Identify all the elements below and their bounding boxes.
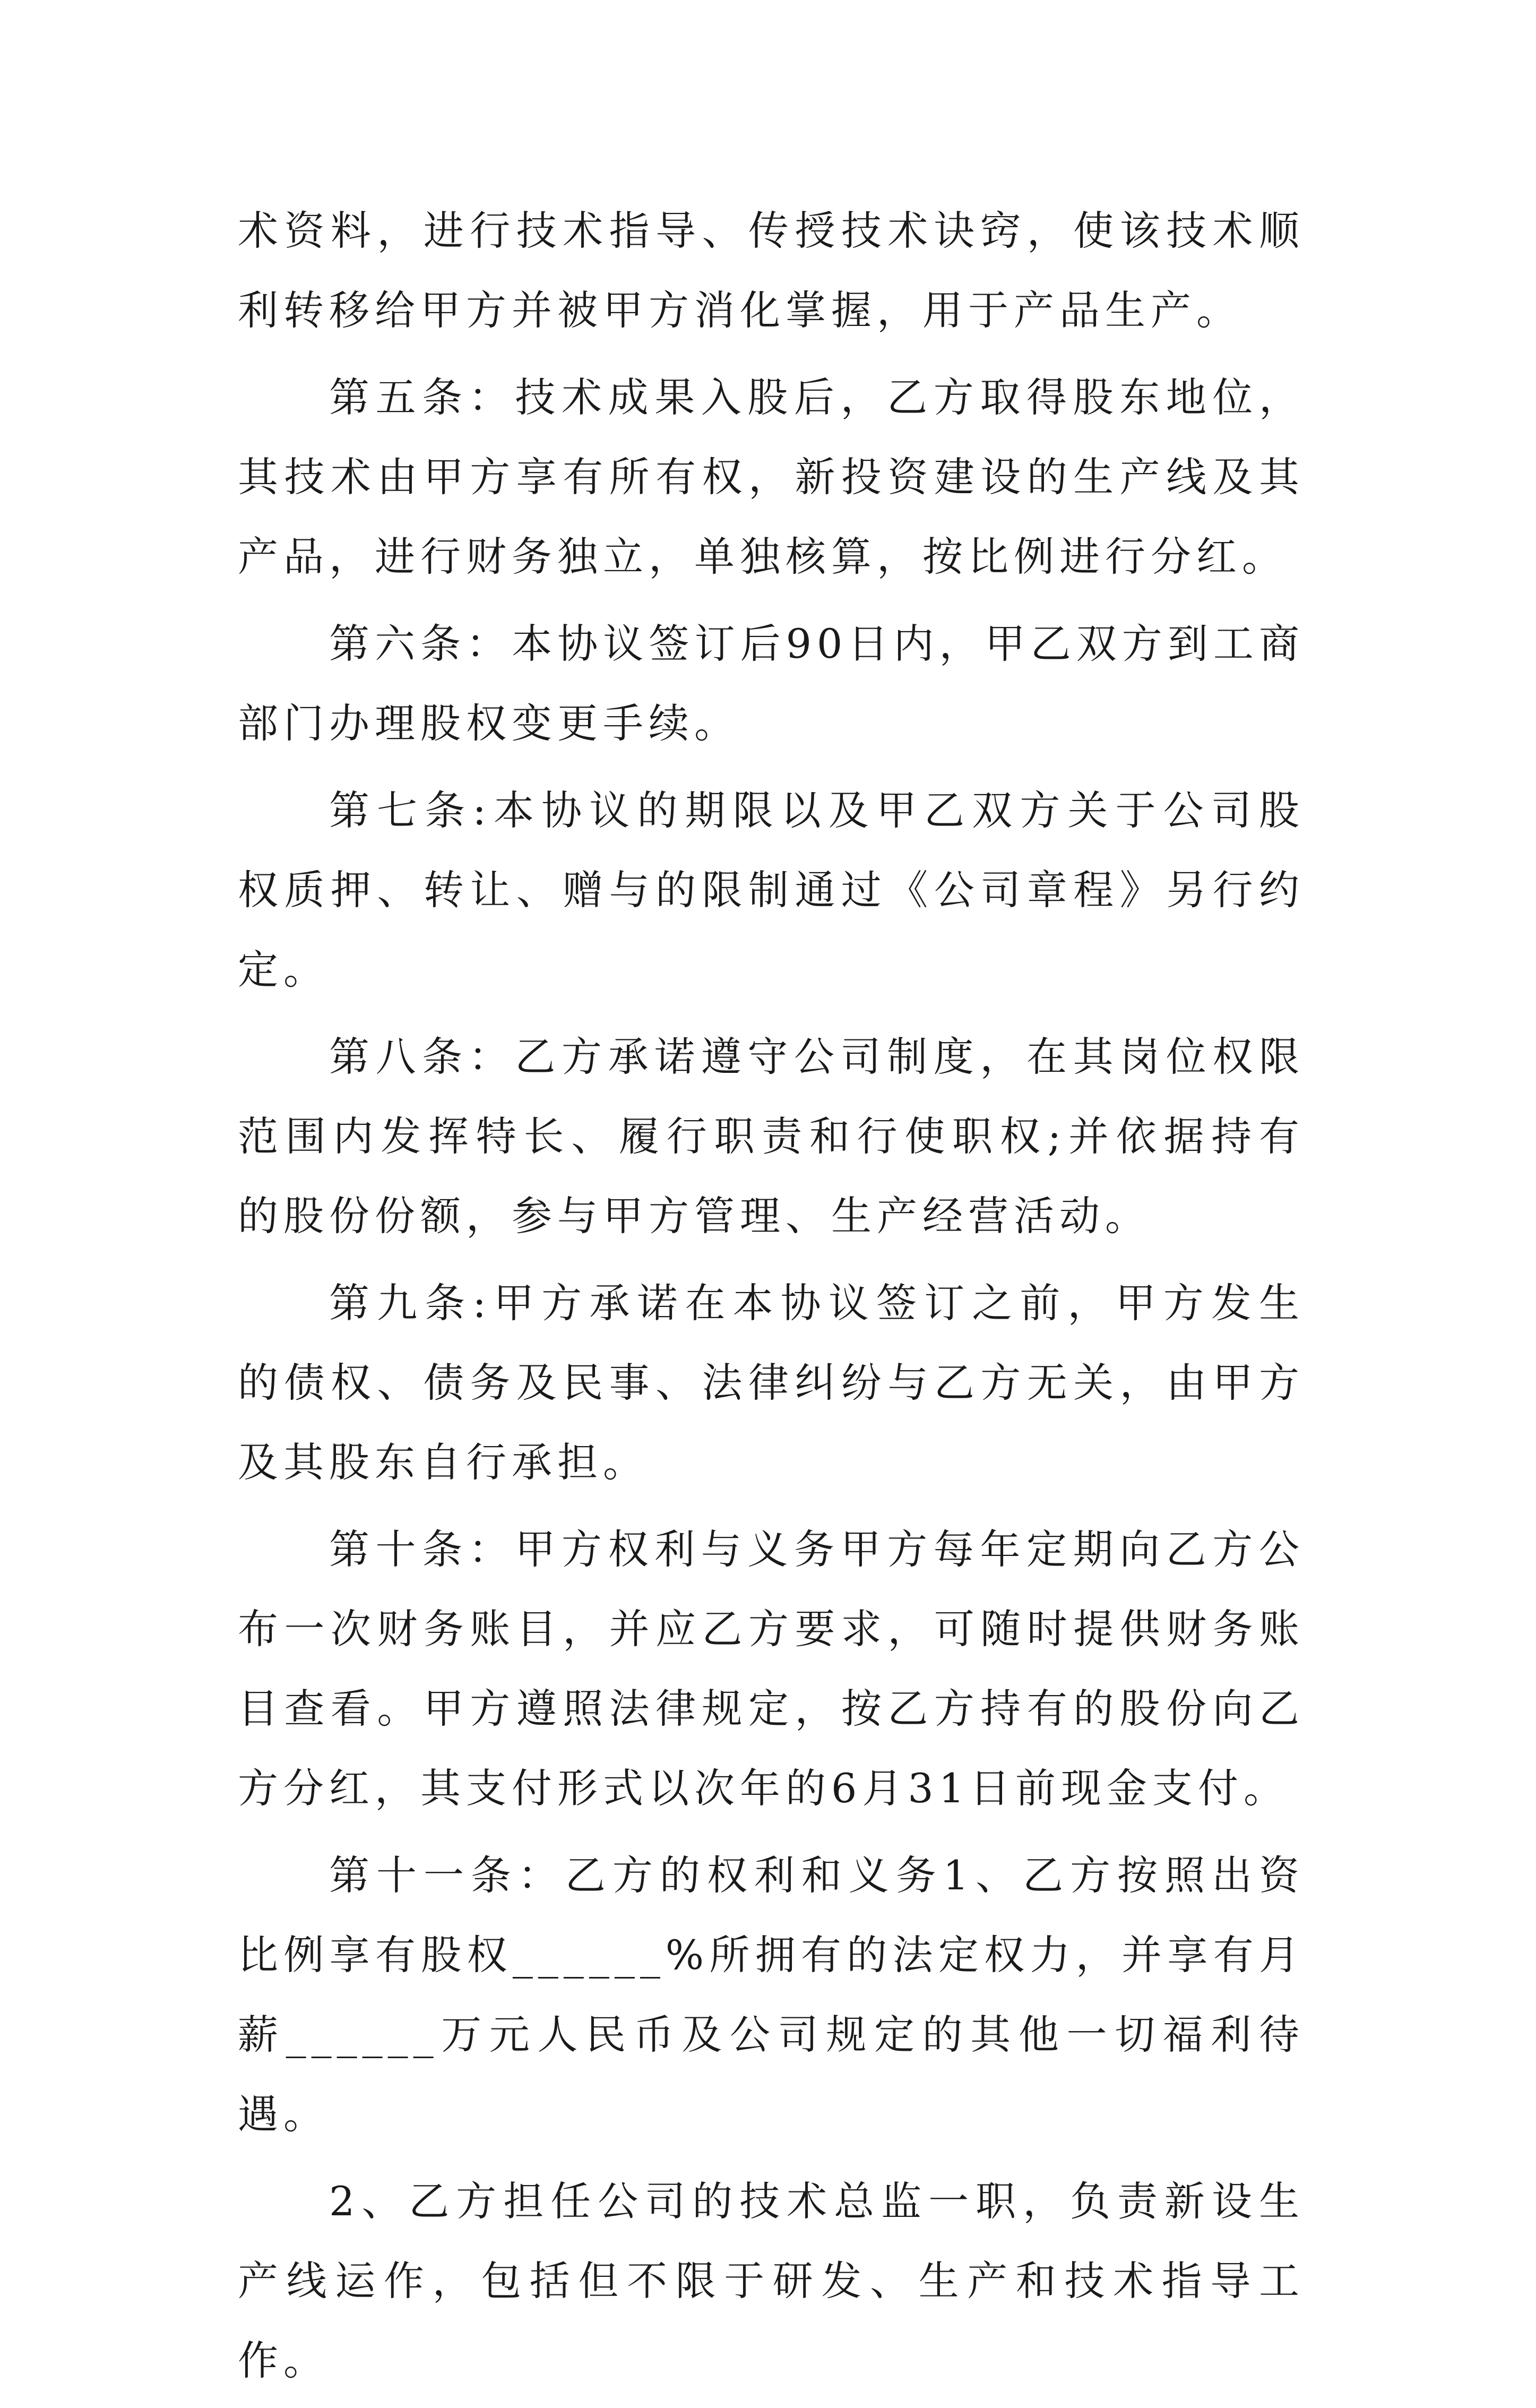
paragraph-article-8: 第八条：乙方承诺遵守公司制度，在其岗位权限范围内发挥特长、履行职责和行使职权;并依据持有的股份份额，参与甲方管理、生产经营活动。 <box>238 1033 1305 1240</box>
paragraph-article-5: 第五条：技术成果入股后，乙方取得股东地位，其技术由甲方享有所有权，新投资建设的生产线及其产品，进行财务独立，单独核算，按比例进行分红。 <box>238 374 1305 580</box>
paragraph-article-6: 第六条：本协议签订后90日内，甲乙双方到工商部门办理股权变更手续。 <box>238 620 1305 747</box>
paragraph-article-7: 第七条:本协议的期限以及甲乙双方关于公司股权质押、转让、赠与的限制通过《公司章程》另行约定。 <box>238 787 1305 993</box>
paragraph-continuation: 术资料，进行技术指导、传授技术诀窍，使该技术顺利转移给甲方并被甲方消化掌握，用于产品生产。 <box>238 207 1305 334</box>
document-body <box>238 191 1305 2408</box>
paragraph-article-11-item-2: 2、乙方担任公司的技术总监一职，负责新设生产线运作，包括但不限于研发、生产和技术指导工作。 <box>238 2178 1305 2384</box>
paragraph-article-10: 第十条：甲方权利与义务甲方每年定期向乙方公布一次财务账目，并应乙方要求，可随时提供财务账目查看。甲方遵照法律规定，按乙方持有的股份向乙方分红，其支付形式以次年的6月31日前现金支付。 <box>238 1526 1305 1812</box>
paragraph-article-11: 第十一条：乙方的权利和义务1、乙方按照出资比例享有股权______%所拥有的法定权力，并享有月薪______万元人民币及公司规定的其他一切福利待遇。 <box>238 1852 1305 2138</box>
paragraph-article-9: 第九条:甲方承诺在本协议签订之前，甲方发生的债权、债务及民事、法律纠纷与乙方无关，由甲方及其股东自行承担。 <box>238 1279 1305 1486</box>
